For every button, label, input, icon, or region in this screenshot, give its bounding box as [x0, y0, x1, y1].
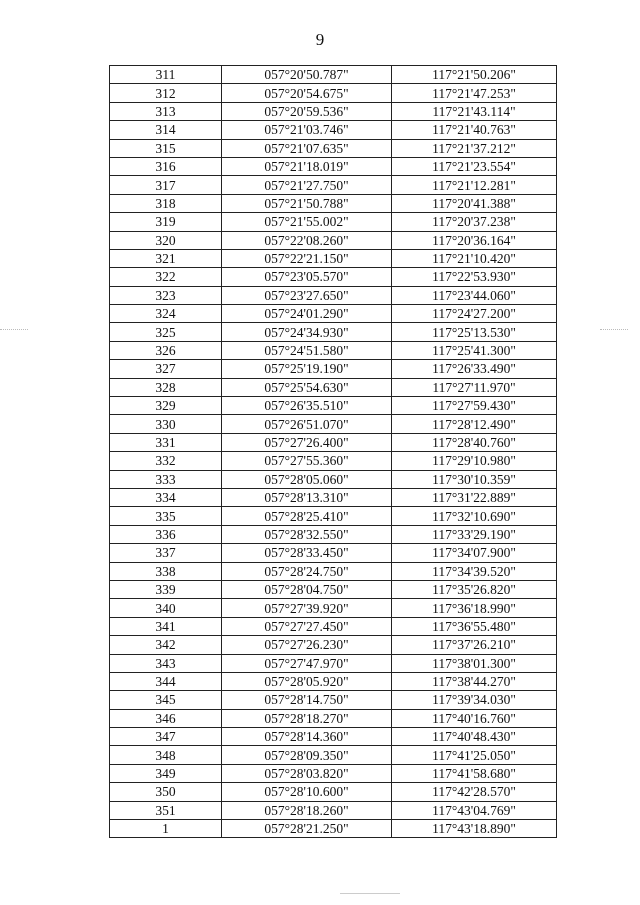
latitude-cell: 057°25'54.630": [222, 378, 392, 396]
longitude-cell: 117°21'50.206": [392, 66, 557, 84]
bottom-scan-mark: [340, 893, 400, 894]
point-number-cell: 348: [110, 746, 222, 764]
point-number-cell: 312: [110, 84, 222, 102]
latitude-cell: 057°20'59.536": [222, 102, 392, 120]
table-row: [110, 672, 557, 690]
longitude-cell: 117°43'04.769": [392, 801, 557, 819]
latitude-cell: 057°28'14.750": [222, 691, 392, 709]
latitude-cell: 057°26'35.510": [222, 397, 392, 415]
longitude-cell: 117°41'25.050": [392, 746, 557, 764]
longitude-cell: 117°35'26.820": [392, 580, 557, 598]
latitude-cell: 057°27'27.450": [222, 617, 392, 635]
table-row: [110, 139, 557, 157]
latitude-cell: 057°26'51.070": [222, 415, 392, 433]
longitude-cell: 117°30'10.359": [392, 470, 557, 488]
latitude-cell: 057°21'18.019": [222, 157, 392, 175]
point-number-cell: 316: [110, 157, 222, 175]
point-number-cell: 1: [110, 820, 222, 838]
longitude-cell: 117°20'36.164": [392, 231, 557, 249]
latitude-cell: 057°21'50.788": [222, 194, 392, 212]
longitude-cell: 117°38'44.270": [392, 672, 557, 690]
longitude-cell: 117°32'10.690": [392, 507, 557, 525]
point-number-cell: 328: [110, 378, 222, 396]
table-row: [110, 764, 557, 782]
point-number-cell: 341: [110, 617, 222, 635]
point-number-cell: 329: [110, 397, 222, 415]
latitude-cell: 057°21'07.635": [222, 139, 392, 157]
latitude-cell: 057°27'55.360": [222, 452, 392, 470]
point-number-cell: 340: [110, 599, 222, 617]
point-number-cell: 333: [110, 470, 222, 488]
point-number-cell: 350: [110, 783, 222, 801]
latitude-cell: 057°24'01.290": [222, 305, 392, 323]
latitude-cell: 057°27'26.230": [222, 636, 392, 654]
table-row: [110, 728, 557, 746]
longitude-cell: 117°33'29.190": [392, 525, 557, 543]
latitude-cell: 057°28'05.920": [222, 672, 392, 690]
point-number-cell: 345: [110, 691, 222, 709]
latitude-cell: 057°25'19.190": [222, 360, 392, 378]
table-row: [110, 194, 557, 212]
longitude-cell: 117°25'13.530": [392, 323, 557, 341]
longitude-cell: 117°21'37.212": [392, 139, 557, 157]
point-number-cell: 313: [110, 102, 222, 120]
latitude-cell: 057°27'39.920": [222, 599, 392, 617]
table-row: [110, 415, 557, 433]
table-row: [110, 378, 557, 396]
point-number-cell: 322: [110, 268, 222, 286]
table-row: [110, 617, 557, 635]
longitude-cell: 117°25'41.300": [392, 341, 557, 359]
longitude-cell: 117°40'48.430": [392, 728, 557, 746]
longitude-cell: 117°40'16.760": [392, 709, 557, 727]
table-row: [110, 102, 557, 120]
table-row: [110, 268, 557, 286]
point-number-cell: 327: [110, 360, 222, 378]
left-edge-mark: [0, 329, 28, 330]
table-row: [110, 562, 557, 580]
point-number-cell: 339: [110, 580, 222, 598]
longitude-cell: 117°39'34.030": [392, 691, 557, 709]
table-row: [110, 709, 557, 727]
table-row: [110, 544, 557, 562]
longitude-cell: 117°34'39.520": [392, 562, 557, 580]
latitude-cell: 057°28'24.750": [222, 562, 392, 580]
table-row: [110, 691, 557, 709]
table-row: [110, 249, 557, 267]
latitude-cell: 057°28'05.060": [222, 470, 392, 488]
point-number-cell: 321: [110, 249, 222, 267]
longitude-cell: 117°28'40.760": [392, 433, 557, 451]
longitude-cell: 117°42'28.570": [392, 783, 557, 801]
longitude-cell: 117°29'10.980": [392, 452, 557, 470]
latitude-cell: 057°23'27.650": [222, 286, 392, 304]
point-number-cell: 344: [110, 672, 222, 690]
point-number-cell: 331: [110, 433, 222, 451]
longitude-cell: 117°22'53.930": [392, 268, 557, 286]
table-row: [110, 433, 557, 451]
latitude-cell: 057°28'14.360": [222, 728, 392, 746]
point-number-cell: 342: [110, 636, 222, 654]
latitude-cell: 057°28'10.600": [222, 783, 392, 801]
table-row: [110, 654, 557, 672]
point-number-cell: 347: [110, 728, 222, 746]
latitude-cell: 057°28'09.350": [222, 746, 392, 764]
table-row: [110, 599, 557, 617]
table-row: [110, 452, 557, 470]
point-number-cell: 314: [110, 121, 222, 139]
longitude-cell: 117°20'37.238": [392, 213, 557, 231]
latitude-cell: 057°28'18.270": [222, 709, 392, 727]
point-number-cell: 343: [110, 654, 222, 672]
latitude-cell: 057°20'50.787": [222, 66, 392, 84]
latitude-cell: 057°28'13.310": [222, 488, 392, 506]
longitude-cell: 117°36'18.990": [392, 599, 557, 617]
point-number-cell: 325: [110, 323, 222, 341]
point-number-cell: 351: [110, 801, 222, 819]
longitude-cell: 117°38'01.300": [392, 654, 557, 672]
latitude-cell: 057°21'27.750": [222, 176, 392, 194]
table-row: [110, 470, 557, 488]
longitude-cell: 117°20'41.388": [392, 194, 557, 212]
latitude-cell: 057°21'03.746": [222, 121, 392, 139]
longitude-cell: 117°43'18.890": [392, 820, 557, 838]
point-number-cell: 336: [110, 525, 222, 543]
point-number-cell: 323: [110, 286, 222, 304]
table-row: [110, 231, 557, 249]
longitude-cell: 117°27'11.970": [392, 378, 557, 396]
table-row: [110, 783, 557, 801]
point-number-cell: 318: [110, 194, 222, 212]
point-number-cell: 319: [110, 213, 222, 231]
longitude-cell: 117°21'47.253": [392, 84, 557, 102]
latitude-cell: 057°27'47.970": [222, 654, 392, 672]
longitude-cell: 117°23'44.060": [392, 286, 557, 304]
table-row: [110, 801, 557, 819]
latitude-cell: 057°23'05.570": [222, 268, 392, 286]
table-row: [110, 286, 557, 304]
point-number-cell: 338: [110, 562, 222, 580]
latitude-cell: 057°28'25.410": [222, 507, 392, 525]
table-row: [110, 121, 557, 139]
point-number-cell: 349: [110, 764, 222, 782]
table-row: [110, 397, 557, 415]
point-number-cell: 311: [110, 66, 222, 84]
table-row: [110, 360, 557, 378]
longitude-cell: 117°21'12.281": [392, 176, 557, 194]
latitude-cell: 057°28'32.550": [222, 525, 392, 543]
table-row: [110, 176, 557, 194]
table-row: [110, 157, 557, 175]
point-number-cell: 317: [110, 176, 222, 194]
point-number-cell: 346: [110, 709, 222, 727]
longitude-cell: 117°21'40.763": [392, 121, 557, 139]
table-row: [110, 525, 557, 543]
latitude-cell: 057°28'33.450": [222, 544, 392, 562]
latitude-cell: 057°28'21.250": [222, 820, 392, 838]
right-edge-mark: [600, 329, 628, 330]
latitude-cell: 057°28'04.750": [222, 580, 392, 598]
longitude-cell: 117°27'59.430": [392, 397, 557, 415]
latitude-cell: 057°24'51.580": [222, 341, 392, 359]
point-number-cell: 335: [110, 507, 222, 525]
table-row: [110, 746, 557, 764]
table-row: [110, 66, 557, 84]
longitude-cell: 117°21'10.420": [392, 249, 557, 267]
longitude-cell: 117°21'43.114": [392, 102, 557, 120]
latitude-cell: 057°21'55.002": [222, 213, 392, 231]
table-row: [110, 323, 557, 341]
coordinates-table-body: [110, 66, 557, 838]
page-number: 9: [315, 30, 325, 49]
table-row: [110, 820, 557, 838]
latitude-cell: 057°20'54.675": [222, 84, 392, 102]
latitude-cell: 057°24'34.930": [222, 323, 392, 341]
longitude-cell: 117°41'58.680": [392, 764, 557, 782]
point-number-cell: 332: [110, 452, 222, 470]
longitude-cell: 117°31'22.889": [392, 488, 557, 506]
point-number-cell: 324: [110, 305, 222, 323]
longitude-cell: 117°37'26.210": [392, 636, 557, 654]
longitude-cell: 117°21'23.554": [392, 157, 557, 175]
latitude-cell: 057°28'18.260": [222, 801, 392, 819]
point-number-cell: 315: [110, 139, 222, 157]
point-number-cell: 326: [110, 341, 222, 359]
point-number-cell: 337: [110, 544, 222, 562]
longitude-cell: 117°24'27.200": [392, 305, 557, 323]
table-row: [110, 507, 557, 525]
longitude-cell: 117°34'07.900": [392, 544, 557, 562]
table-row: [110, 305, 557, 323]
table-row: [110, 84, 557, 102]
latitude-cell: 057°28'03.820": [222, 764, 392, 782]
longitude-cell: 117°36'55.480": [392, 617, 557, 635]
table-row: [110, 213, 557, 231]
point-number-cell: 320: [110, 231, 222, 249]
latitude-cell: 057°27'26.400": [222, 433, 392, 451]
table-row: [110, 341, 557, 359]
latitude-cell: 057°22'08.260": [222, 231, 392, 249]
table-row: [110, 488, 557, 506]
table-row: [110, 580, 557, 598]
point-number-cell: 330: [110, 415, 222, 433]
latitude-cell: 057°22'21.150": [222, 249, 392, 267]
longitude-cell: 117°26'33.490": [392, 360, 557, 378]
point-number-cell: 334: [110, 488, 222, 506]
table-row: [110, 636, 557, 654]
coordinates-table: [109, 65, 557, 838]
longitude-cell: 117°28'12.490": [392, 415, 557, 433]
